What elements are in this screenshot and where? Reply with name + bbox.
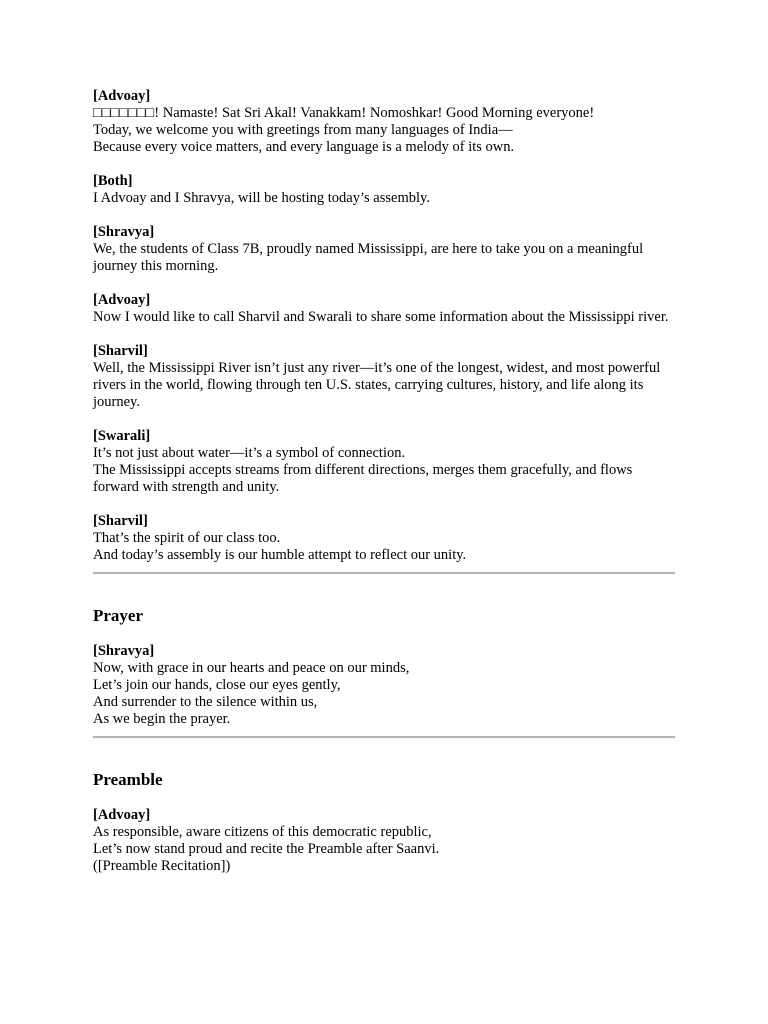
dialogue-line: We, the students of Class 7B, proudly named Mississippi, are here to take you on a meaningful journey this morning. xyxy=(93,241,644,274)
speaker-label: [Both] xyxy=(93,173,133,189)
dialogue-line: Now, with grace in our hearts and peace on our minds, xyxy=(93,660,410,676)
section-heading-prayer: Prayer xyxy=(93,606,144,625)
dialogue-line: I Advoay and I Shravya, will be hosting today’s assembly. xyxy=(93,190,430,206)
dialogue-line: It’s not just about water—it’s a symbol of connection. xyxy=(93,445,406,461)
dialogue-line: The Mississippi accepts streams from different directions, merges them gracefully, and flows forward with strength and unity. xyxy=(93,462,633,495)
speaker-label: [Advoay] xyxy=(93,292,151,308)
dialogue-line: Let’s now stand proud and recite the Preamble after Saanvi. xyxy=(93,841,440,857)
dialogue-block xyxy=(93,343,675,411)
prayer-section xyxy=(93,606,675,728)
dialogue-line: As we begin the prayer. xyxy=(93,711,231,727)
dialogue-block xyxy=(93,428,675,496)
dialogue-block xyxy=(93,513,675,564)
speaker-label: [Shravya] xyxy=(93,643,155,659)
dialogue-line: Let’s join our hands, close our eyes gently, xyxy=(93,677,341,693)
dialogue-line: Now I would like to call Sharvil and Swarali to share some information about the Mississippi river. xyxy=(93,309,669,325)
section-heading-preamble: Preamble xyxy=(93,770,163,789)
dialogue-block xyxy=(93,807,675,875)
speaker-label: [Sharvil] xyxy=(93,513,148,529)
section-divider xyxy=(93,572,675,574)
dialogue-line: □□□□□□□! Namaste! Sat Sri Akal! Vanakkam! Nomoshkar! Good Morning everyone! xyxy=(93,105,595,121)
dialogue-block xyxy=(93,173,675,207)
speaker-label: [Advoay] xyxy=(93,807,151,823)
dialogue-line: As responsible, aware citizens of this democratic republic, xyxy=(93,824,432,840)
speaker-label: [Swarali] xyxy=(93,428,151,444)
preamble-section xyxy=(93,770,675,875)
section-divider xyxy=(93,736,675,738)
speaker-label: [Shravya] xyxy=(93,224,155,240)
dialogue-line: And surrender to the silence within us, xyxy=(93,694,318,710)
speaker-label: [Advoay] xyxy=(93,88,151,104)
dialogue-block xyxy=(93,292,675,326)
speaker-label: [Sharvil] xyxy=(93,343,148,359)
intro-section xyxy=(93,88,675,564)
dialogue-line: Well, the Mississippi River isn’t just any river—it’s one of the longest, widest, and most powerful rivers in the world, flowing through ten U.S. states, carrying cultures, history, and life along its journey. xyxy=(93,360,661,410)
dialogue-line: Because every voice matters, and every language is a melody of its own. xyxy=(93,139,515,155)
dialogue-line: And today’s assembly is our humble attempt to reflect our unity. xyxy=(93,547,467,563)
dialogue-line: That’s the spirit of our class too. xyxy=(93,530,281,546)
dialogue-block xyxy=(93,643,675,728)
dialogue-block xyxy=(93,224,675,275)
dialogue-line: ([Preamble Recitation]) xyxy=(93,858,231,874)
dialogue-block xyxy=(93,88,675,156)
dialogue-line: Today, we welcome you with greetings from many languages of India— xyxy=(93,122,513,138)
